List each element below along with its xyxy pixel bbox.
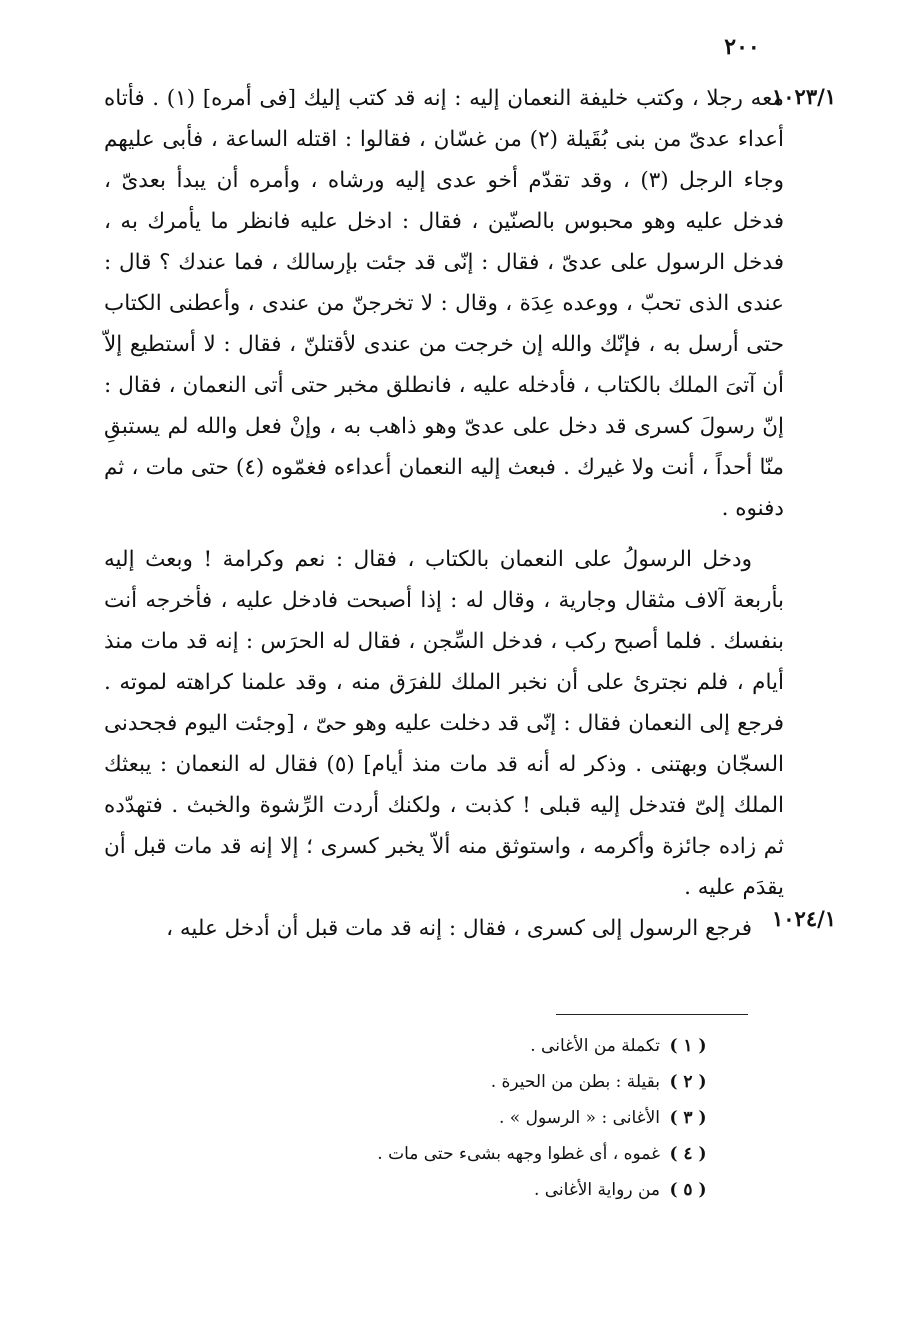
footnote-item — [200, 1064, 710, 1100]
page-number: ٢٠٠ — [724, 34, 760, 60]
footnote-item — [200, 1172, 710, 1208]
footnote-text: تكملة من الأغانى . — [530, 1036, 660, 1056]
footnote-number: ( ١ ) — [669, 1036, 707, 1056]
footnotes — [200, 1028, 710, 1208]
footnote-text: الأغانى : « الرسول » . — [498, 1108, 660, 1128]
footnote-number: ( ٣ ) — [669, 1108, 707, 1128]
paragraph: فرجع الرسول إلى كسرى ، فقال : إنه قد مات قبل أن أدخل عليه ، — [166, 916, 752, 941]
margin-reference: ١٠٢٣/١ — [772, 84, 837, 109]
footnote-text: بقيلة : بطن من الحيرة . — [490, 1072, 660, 1092]
footnote-number: ( ٥ ) — [669, 1180, 707, 1200]
paragraph: معه رجلا ، وكتب خليفة النعمان إليه : إنه قد كتب إليك [فى أمره] (١) . فأتاه أعداء عدىّ من بنى بُقَيلة (٢) من غسّان ، فقالوا : اقتله الساعة ، فأبى عليهم وجاء الرجل (٣) ، وقد تقدّم أخو عدى إليه ورشاه ، وأمره أن يبدأ بعدىّ ، فدخل عليه وهو محبوس بالصنّين ، فقال : ادخل عليه فانظر ما يأمرك به ، فدخل الرسول على عدىّ ، فقال : إنّى قد جئت بإرسالك ، فما عندك ؟ قال : عندى الذى تحبّ ، ووعده عِدَة ، وقال : لا تخرجنّ من عندى ، وأعطنى الكتاب حتى أرسل به ، فإنّك والله إن خرجت من عندى لأقتلنّ ، فقال : لا أستطيع إلاّ أن آتىَ الملك بالكتاب ، فأدخله عليه ، فانطلق مخبر حتى أتى النعمان ، فقال : إنّ رسولَ كسرى قد دخل على عدىّ وهو ذاهب به ، وإنْ فعل والله لم يستبقِ منّا أحداً ، أنت ولا غيرك . فبعث إليه النعمان أعداءه فغمّوه (٤) حتى مات ، ثم دفنوه . — [104, 86, 784, 521]
margin-reference: ١٠٢٤/١ — [772, 906, 837, 931]
footnote-item — [200, 1028, 710, 1064]
footnote-divider — [556, 1014, 748, 1015]
footnote-item — [200, 1100, 710, 1136]
footnote-text: غموه ، أى غطوا وجهه بشىء حتى مات . — [377, 1144, 660, 1164]
footnote-number: ( ٢ ) — [669, 1072, 707, 1092]
paragraph: ودخل الرسولُ على النعمان بالكتاب ، فقال : نعم وكرامة ! وبعث إليه بأربعة آلاف مثقال وجارية ، وقال له : إذا أصبحت فادخل عليه ، فأخرجه أنت بنفسك . فلما أصبح ركب ، فدخل السِّجن ، فقال له الحرَس : إنه قد مات منذ أيام ، فلم نجترئ على أن نخبر الملك للفرَق منه ، وقد علمنا كراهته لموته . فرجع إلى النعمان فقال : إنّى قد دخلت عليه وهو حىّ ، [وجئت اليوم فجحدنى السجّان وبهتنى . وذكر له أنه قد مات منذ أيام] (٥) فقال له النعمان : يبعثك الملك إلىّ فتدخل إليه قبلى ! كذبت ، ولكنك أردت الرِّشوة والخبث . فتهدّده ثم زاده جائزة وأكرمه ، واستوثق منه ألاّ يخبر كسرى ؛ إلا إنه قد مات قبل أن يقدَم عليه . — [104, 547, 784, 900]
footnote-item — [200, 1136, 710, 1172]
body-text — [104, 78, 784, 949]
footnote-number: ( ٤ ) — [669, 1144, 707, 1164]
footnote-text: من رواية الأغانى . — [533, 1180, 660, 1200]
